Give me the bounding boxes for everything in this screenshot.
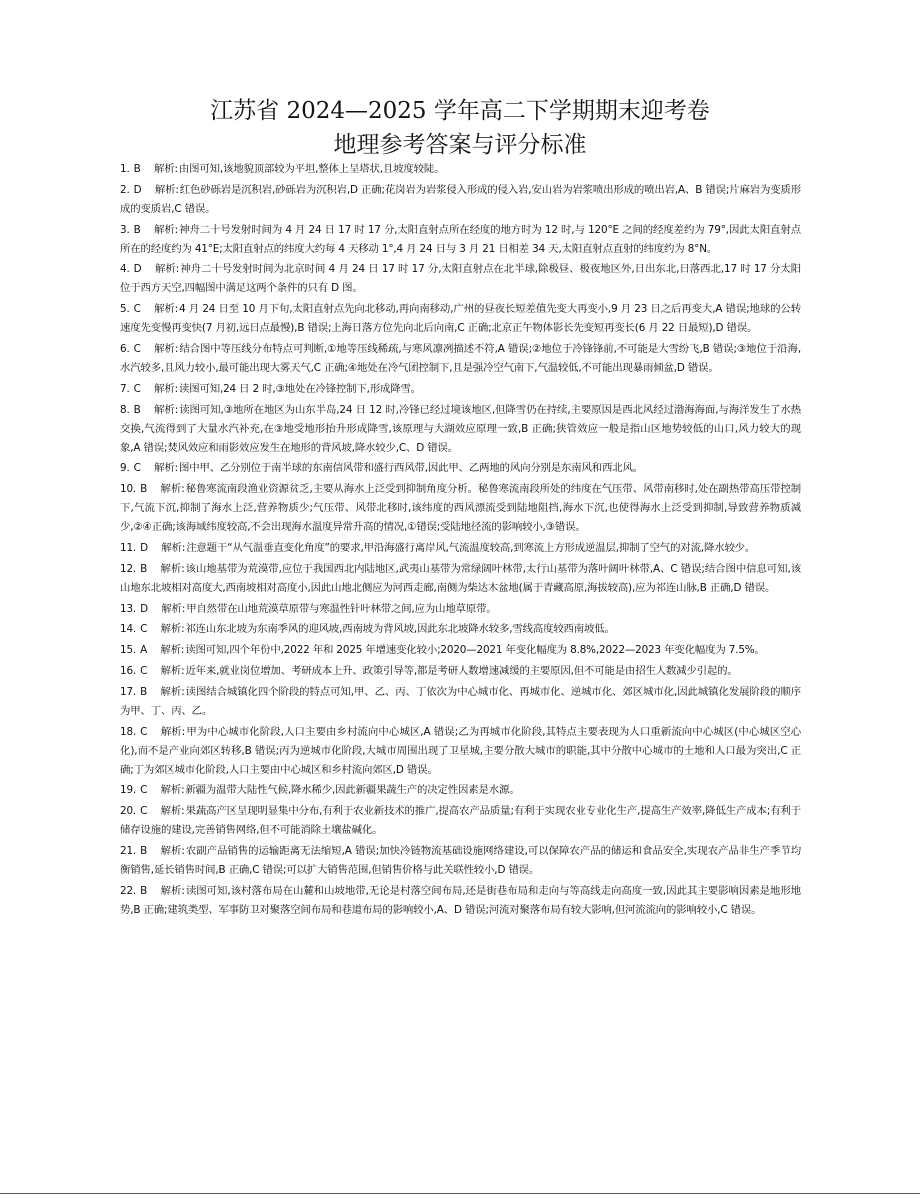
answer-number: 11. (120, 541, 137, 554)
answer-explanation: 近年来,就业岗位增加、考研成本上升、政策引导等,都是考研人数增速减缓的主要原因,但不可能是由招生人数减少引起的。 (185, 664, 738, 677)
bottom-divider (0, 1193, 920, 1194)
answer-item (120, 380, 801, 399)
answer-item (120, 802, 801, 840)
answer-number: 9. (120, 462, 130, 475)
answer-explanation: 神舟二十号发射时间为 4 月 24 日 17 时 17 分,太阳直射点所在经度的地方时为 12 时,与 120°E 之间的经度差约为 79°,因此太阳直射点所在的经度约为 41°E;太阳直射点的纬度大约每 4 天移动 1°,4 月 24 日与 3 月 21 日相差 34 天,太阳直射点直射的纬度约为 8°N。 (120, 223, 801, 255)
answer-item (120, 340, 801, 378)
answer-item (120, 641, 801, 660)
answer-number: 10. (120, 483, 137, 496)
answer-number: 2. (120, 183, 130, 196)
answer-letter: C (140, 805, 148, 818)
answer-letter: B (140, 685, 148, 698)
answer-number: 21. (120, 844, 137, 857)
answer-number: 16. (120, 664, 137, 677)
analysis-label: 解析: (160, 483, 185, 496)
answer-item (120, 480, 801, 537)
answer-item (120, 662, 801, 681)
analysis-label: 解析: (160, 784, 185, 797)
answer-number: 12. (120, 562, 137, 575)
answer-number: 14. (120, 623, 137, 636)
answer-item (120, 842, 801, 880)
answer-number: 4. (120, 263, 130, 276)
answer-letter: B (140, 884, 148, 897)
analysis-label: 解析: (155, 263, 180, 276)
analysis-label: 解析: (160, 805, 185, 818)
answer-letter: D (133, 263, 142, 276)
analysis-label: 解析: (154, 462, 178, 475)
answer-item (120, 160, 801, 179)
answer-number: 5. (120, 303, 130, 316)
answer-item (120, 459, 801, 478)
answer-explanation: 读图结合城镇化四个阶段的特点可知,甲、乙、丙、丁依次为中心城市化、再城市化、逆城市化、郊区城市化,因此城镇化发展阶段的顺序为甲、丁、丙、乙。 (120, 685, 801, 717)
analysis-label: 解析: (161, 602, 186, 615)
analysis-label: 解析: (154, 163, 178, 175)
answer-number: 6. (120, 342, 130, 355)
answer-explanation: 祁连山东北坡为东南季风的迎风坡,西南坡为背风坡,因此东北坡降水较多,雪线高度较西南坡低。 (185, 623, 615, 636)
answer-item (120, 401, 801, 458)
answer-explanation: 神舟二十号发射时间为北京时间 4 月 24 日 17 时 17 分,太阳直射点在北半球,除极昼、极夜地区外,日出东北,日落西北,17 时 17 分太阳位于西方天空,四幅图中满足这两个条件的只有 D 图。 (120, 263, 802, 295)
analysis-label: 解析: (160, 644, 185, 657)
answer-list (120, 160, 801, 922)
answer-explanation: 读图可知,③地所在地区为山东半岛,24 日 12 时,冷锋已经过境该地区,但降雪仍在持续,主要原因是西北风经过渤海海面,与海洋发生了水热交换,气流得到了大量水汽补充,在③地受地形抬升形成降雪,该原理与大湖效应原理一致,B 正确;狭管效应一般是指山区地势较低的山口,风力较大的现象,A 错误;焚风效应和雨影效应发生在地形的背风坡,降水较少,C、D 错误。 (120, 403, 801, 454)
answer-letter: C (140, 784, 148, 797)
answer-letter: B (133, 403, 141, 416)
answer-letter: C (133, 382, 141, 395)
answer-item (120, 539, 801, 558)
page-title: 江苏省 2024—2025 学年高二下学期期末迎考卷 (210, 98, 710, 124)
answer-letter: C (133, 462, 141, 475)
answer-explanation: 新疆为温带大陆性气候,降水稀少,因此新疆果蔬生产的决定性因素是水源。 (185, 784, 520, 797)
analysis-label: 解析: (160, 664, 185, 677)
answer-explanation: 甲自然带在山地荒漠草原带与寒温性针叶林带之间,应为山地草原带。 (186, 602, 497, 615)
answer-number: 1. (120, 163, 130, 175)
answer-explanation: 甲为中心城市化阶段,人口主要由乡村流向中心城区,A 错误;乙为再城市化阶段,其特点主要表现为人口重新流向中心城区(中心城区空心化),而不是产业向郊区转移,B 错误;丙为逆城市化阶段,大城市周围出现了卫星城,主要分散大城市的职能,其中分散中心城市的土地和人口最为突出,C 正确;丁为郊区城市化阶段,人口主要由中心城区和乡村流向郊区,D 错误。 (120, 725, 801, 776)
analysis-label: 解析: (154, 382, 178, 395)
answer-explanation: 图中甲、乙分别位于南半球的东南信风带和盛行西风带,因此甲、乙两地的风向分别是东南风和西北风。 (178, 462, 643, 475)
answer-letter: D (140, 602, 148, 615)
answer-letter: B (140, 844, 148, 857)
answer-item (120, 300, 801, 338)
answer-item (120, 560, 801, 598)
analysis-label: 解析: (154, 223, 179, 236)
answer-letter: C (133, 342, 141, 355)
answer-number: 13. (120, 602, 137, 615)
analysis-label: 解析: (160, 725, 186, 738)
answer-item (120, 620, 801, 639)
answer-explanation: 注意题干“从气温垂直变化角度”的要求,甲沿海盛行离岸风,气流温度较高,到寒流上方形成逆温层,抑制了空气的对流,降水较少。 (186, 541, 756, 554)
answer-number: 18. (120, 725, 137, 738)
analysis-label: 解析: (160, 844, 185, 857)
analysis-label: 解析: (160, 562, 185, 575)
answer-letter: A (140, 644, 148, 657)
answer-number: 19. (120, 784, 137, 797)
answer-number: 7. (120, 382, 130, 395)
answer-letter: B (140, 483, 148, 496)
answer-explanation: 读图可知,24 日 2 时,③地处在冷锋控制下,形成降雪。 (178, 382, 422, 395)
answer-number: 8. (120, 403, 130, 416)
answer-explanation: 该山地基带为荒漠带,应位于我国西北内陆地区,武夷山基带为常绿阔叶林带,太行山基带为落叶阔叶林带,A、C 错误;结合图中信息可知,该山地东北坡相对高度大,西南坡相对高度小,因此山地北侧应为河西走廊,南侧为柴达木盆地(属于青藏高原,海拔较高),应为祁连山脉,B 正确,D 错误。 (120, 562, 801, 594)
answer-explanation: 结合图中等压线分布特点可判断,①地等压线稀疏,与寒风凛冽描述不符,A 错误;②地位于冷锋锋前,不可能是大雪纷飞,B 错误;③地位于沿海,水汽较多,且风力较小,最可能出现大雾天气,C 正确;④地处在冷气团控制下,且是强冷空气南下,气温较低,不可能出现暴雨倾盆,D 错误。 (120, 342, 801, 374)
answer-letter: D (133, 183, 142, 196)
answer-number: 3. (120, 223, 130, 236)
answer-letter: B (133, 223, 141, 236)
analysis-label: 解析: (154, 183, 179, 196)
answer-item (120, 683, 801, 721)
answer-item (120, 221, 801, 259)
analysis-label: 解析: (160, 685, 185, 698)
answer-item (120, 600, 801, 619)
answer-explanation: 红色砂砾岩是沉积岩,砂砾岩为沉积岩,D 正确;花岗岩为岩浆侵入形成的侵入岩,安山岩为岩浆喷出形成的喷出岩,A、B 错误;片麻岩为变质形成的变质岩,C 错误。 (120, 183, 801, 215)
answer-number: 17. (120, 685, 137, 698)
answer-explanation: 由图可知,该地貌顶部较为平坦,整体上呈塔状,且坡度较陡。 (178, 163, 445, 175)
answer-explanation: 读图可知,该村落布局在山麓和山坡地带,无论是村落空间布局,还是街巷布局和走向与等高线走向高度一致,因此其主要影响因素是地形地势,B 正确;建筑类型、军事防卫对聚落空间布局和巷道布局的影响较小,A、D 错误;河流对聚落布局有较大影响,但河流流向的影响较小,C 错误。 (120, 884, 802, 916)
answer-letter: D (140, 541, 148, 554)
answer-explanation: 4 月 24 日至 10 月下旬,太阳直射点先向北移动,再向南移动,广州的昼夜长短差值先变大再变小,9 月 23 日之后再变大,A 错误;地球的公转速度先变慢再变快(7 月初,远日点最慢),B 错误;上海日落方位先向北后向南,C 正确;北京正午物体影长先变短再变长(6 月 22 日最短),D 错误。 (120, 303, 801, 335)
analysis-label: 解析: (154, 342, 179, 355)
analysis-label: 解析: (154, 403, 179, 416)
answer-letter: C (140, 664, 148, 677)
answer-explanation: 读图可知,四个年份中,2022 年和 2025 年增速变化较小;2020—2021 年变化幅度为 8.8%,2022—2023 年变化幅度为 7.5%。 (185, 644, 765, 657)
answer-explanation: 秘鲁寒流南段渔业资源贫乏,主要从海水上泛受到抑制角度分析。秘鲁寒流南段所处的纬度在气压带、风带南移时,处在副热带高压带控制下,气流下沉,抑制了海水上泛,营养物质少;气压带、风带北移时,该纬度的西风漂流受到陆地阻挡,海水下沉,也使得海水上泛受到抑制,导致营养物质减少,②④正确;该海域纬度较高,不会出现海水温度异常升高的情况,①错误;受陆地径流的影响较小,③错误。 (120, 483, 801, 534)
analysis-label: 解析: (160, 884, 185, 897)
answer-item (120, 781, 801, 800)
answer-number: 20. (120, 805, 137, 818)
answer-number: 22. (120, 884, 137, 897)
page-subtitle: 地理参考答案与评分标准 (333, 132, 587, 158)
answer-letter: C (140, 725, 148, 738)
analysis-label: 解析: (160, 623, 185, 636)
answer-letter: B (140, 562, 148, 575)
answer-letter: B (133, 163, 141, 175)
analysis-label: 解析: (161, 541, 186, 554)
analysis-label: 解析: (154, 303, 179, 316)
answer-item (120, 181, 801, 219)
answer-number: 15. (120, 644, 137, 657)
answer-letter: C (140, 623, 148, 636)
answer-item (120, 723, 801, 780)
answer-item (120, 882, 801, 920)
answer-explanation: 果蔬高产区呈现明显集中分布,有利于农业新技术的推广,提高农产品质量;有利于实现农业专业化生产,提高生产效率,降低生产成本;有利于储存设施的建设,完善销售网络,但不可能消除土壤盐碱化。 (120, 805, 801, 837)
answer-letter: C (133, 303, 141, 316)
answer-explanation: 农副产品销售的运输距离无法缩短,A 错误;加快冷链物流基础设施网络建设,可以保障农产品的储运和食品安全,实现农产品非生产季节均衡销售,延长销售时间,B 正确,C 错误;可以扩大销售范围,但销售价格与此关联性较小,D 错误。 (120, 844, 801, 876)
answer-item (120, 260, 801, 298)
